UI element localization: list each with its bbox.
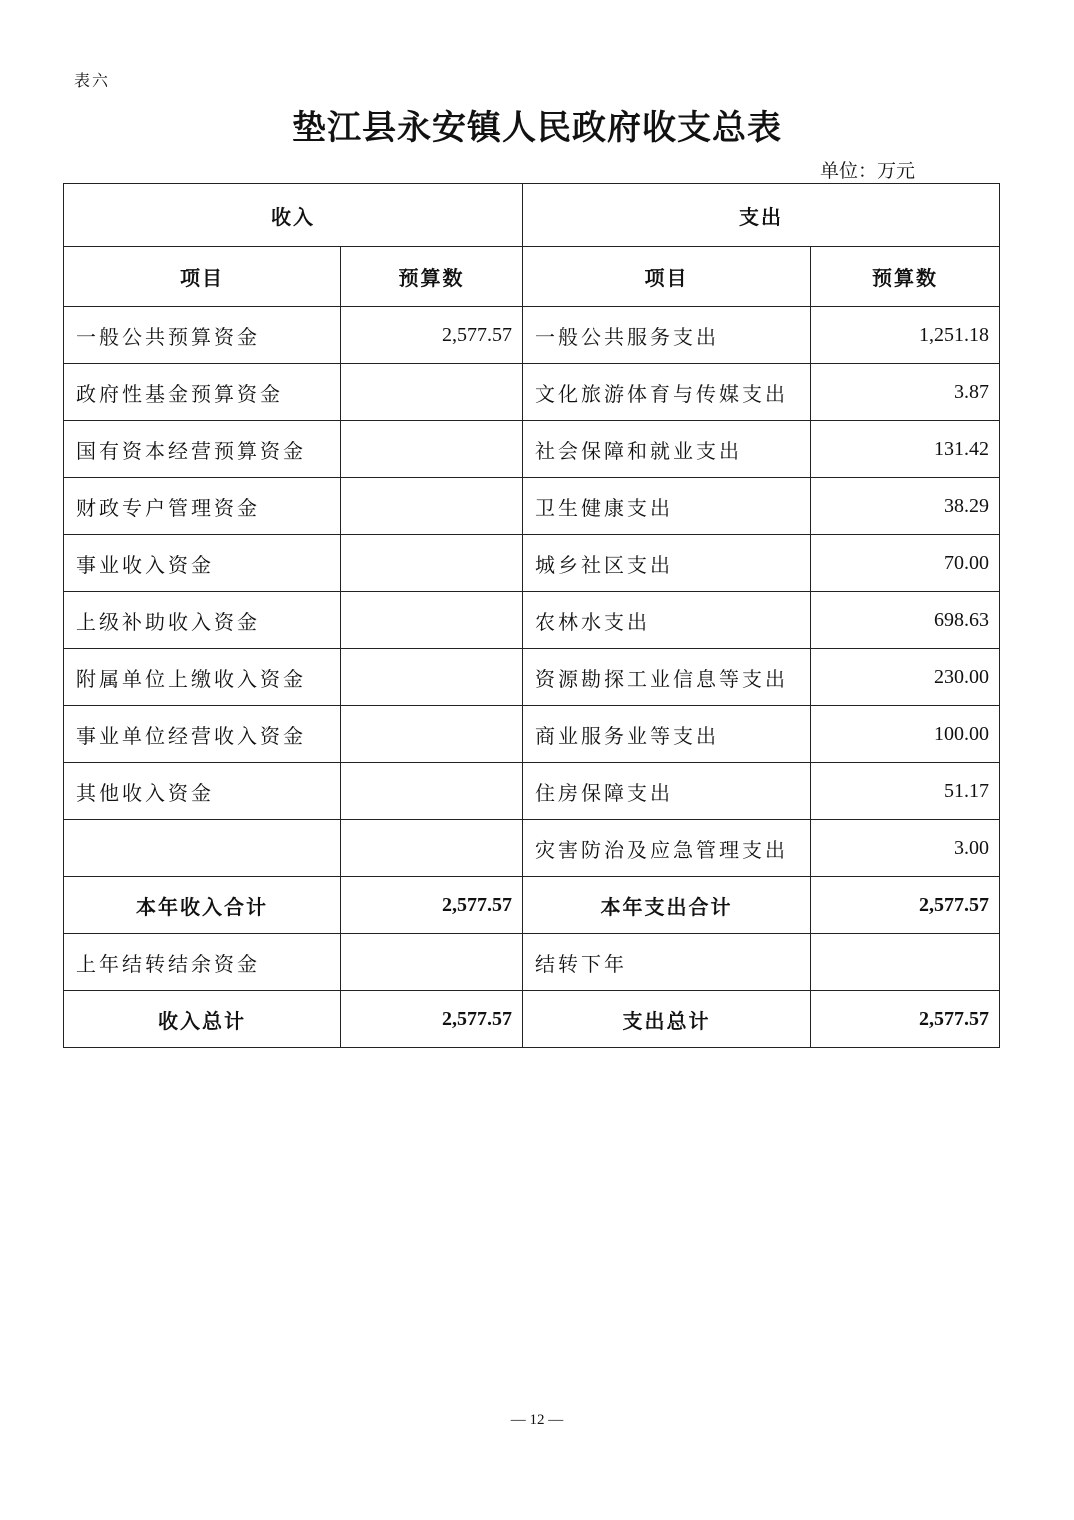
table-row <box>64 478 1000 535</box>
table-row <box>64 820 1000 877</box>
grand-income-total-label: 收入总计 <box>64 991 341 1048</box>
expense-budget-column-header: 预算数 <box>811 247 1000 307</box>
expense-amount: 51.17 <box>811 763 1000 820</box>
carryover-income-label: 上年结转结余资金 <box>64 934 341 991</box>
expense-amount: 698.63 <box>811 592 1000 649</box>
income-amount: 2,577.57 <box>341 307 523 364</box>
carryover-expense-amount <box>811 934 1000 991</box>
income-item-column-header: 项目 <box>64 247 341 307</box>
expense-amount: 131.42 <box>811 421 1000 478</box>
income-item <box>64 820 341 877</box>
grand-expense-total-label: 支出总计 <box>523 991 811 1048</box>
carryover-income-amount <box>341 934 523 991</box>
income-amount <box>341 706 523 763</box>
expense-item: 住房保障支出 <box>523 763 811 820</box>
expense-amount: 70.00 <box>811 535 1000 592</box>
expense-amount: 230.00 <box>811 649 1000 706</box>
expense-section-header: 支出 <box>523 184 1000 247</box>
income-amount <box>341 592 523 649</box>
carryover-row <box>64 934 1000 991</box>
income-item: 一般公共预算资金 <box>64 307 341 364</box>
expense-item: 文化旅游体育与传媒支出 <box>523 364 811 421</box>
expense-item: 商业服务业等支出 <box>523 706 811 763</box>
carryover-expense-label: 结转下年 <box>523 934 811 991</box>
table-row <box>64 535 1000 592</box>
expense-amount: 38.29 <box>811 478 1000 535</box>
expense-item: 灾害防治及应急管理支出 <box>523 820 811 877</box>
table-row <box>64 649 1000 706</box>
table-row <box>64 307 1000 364</box>
table-row <box>64 706 1000 763</box>
table-row <box>64 592 1000 649</box>
income-amount <box>341 364 523 421</box>
column-header-row <box>64 247 1000 307</box>
expense-item: 社会保障和就业支出 <box>523 421 811 478</box>
table-row <box>64 763 1000 820</box>
table-row <box>64 421 1000 478</box>
table-row <box>64 364 1000 421</box>
income-amount <box>341 535 523 592</box>
year-expense-total-label: 本年支出合计 <box>523 877 811 934</box>
income-item: 国有资本经营预算资金 <box>64 421 341 478</box>
income-item: 事业收入资金 <box>64 535 341 592</box>
expense-item: 资源勘探工业信息等支出 <box>523 649 811 706</box>
unit-note: 单位：万元 <box>820 160 916 182</box>
expense-amount: 3.00 <box>811 820 1000 877</box>
grand-expense-total-amount: 2,577.57 <box>811 991 1000 1048</box>
income-budget-column-header: 预算数 <box>341 247 523 307</box>
income-amount <box>341 649 523 706</box>
year-income-total-label: 本年收入合计 <box>64 877 341 934</box>
grand-income-total-amount: 2,577.57 <box>341 991 523 1048</box>
income-item: 政府性基金预算资金 <box>64 364 341 421</box>
expense-item: 农林水支出 <box>523 592 811 649</box>
year-income-total-amount: 2,577.57 <box>341 877 523 934</box>
income-item: 财政专户管理资金 <box>64 478 341 535</box>
income-amount <box>341 820 523 877</box>
expense-item: 城乡社区支出 <box>523 535 811 592</box>
income-expense-summary-table <box>63 183 1000 1048</box>
section-header-row <box>64 184 1000 247</box>
page-title: 垫江县永安镇人民政府收支总表 <box>292 108 782 148</box>
income-item: 附属单位上缴收入资金 <box>64 649 341 706</box>
expense-amount: 1,251.18 <box>811 307 1000 364</box>
income-item: 事业单位经营收入资金 <box>64 706 341 763</box>
grand-total-row <box>64 991 1000 1048</box>
income-item: 其他收入资金 <box>64 763 341 820</box>
income-section-header: 收入 <box>64 184 523 247</box>
income-amount <box>341 421 523 478</box>
expense-item: 卫生健康支出 <box>523 478 811 535</box>
expense-amount: 100.00 <box>811 706 1000 763</box>
year-total-row <box>64 877 1000 934</box>
income-amount <box>341 763 523 820</box>
expense-item-column-header: 项目 <box>523 247 811 307</box>
table-label: 表六 <box>74 71 111 90</box>
expense-item: 一般公共服务支出 <box>523 307 811 364</box>
expense-amount: 3.87 <box>811 364 1000 421</box>
income-item: 上级补助收入资金 <box>64 592 341 649</box>
year-expense-total-amount: 2,577.57 <box>811 877 1000 934</box>
income-amount <box>341 478 523 535</box>
page-number: — 12 — <box>510 1412 564 1428</box>
